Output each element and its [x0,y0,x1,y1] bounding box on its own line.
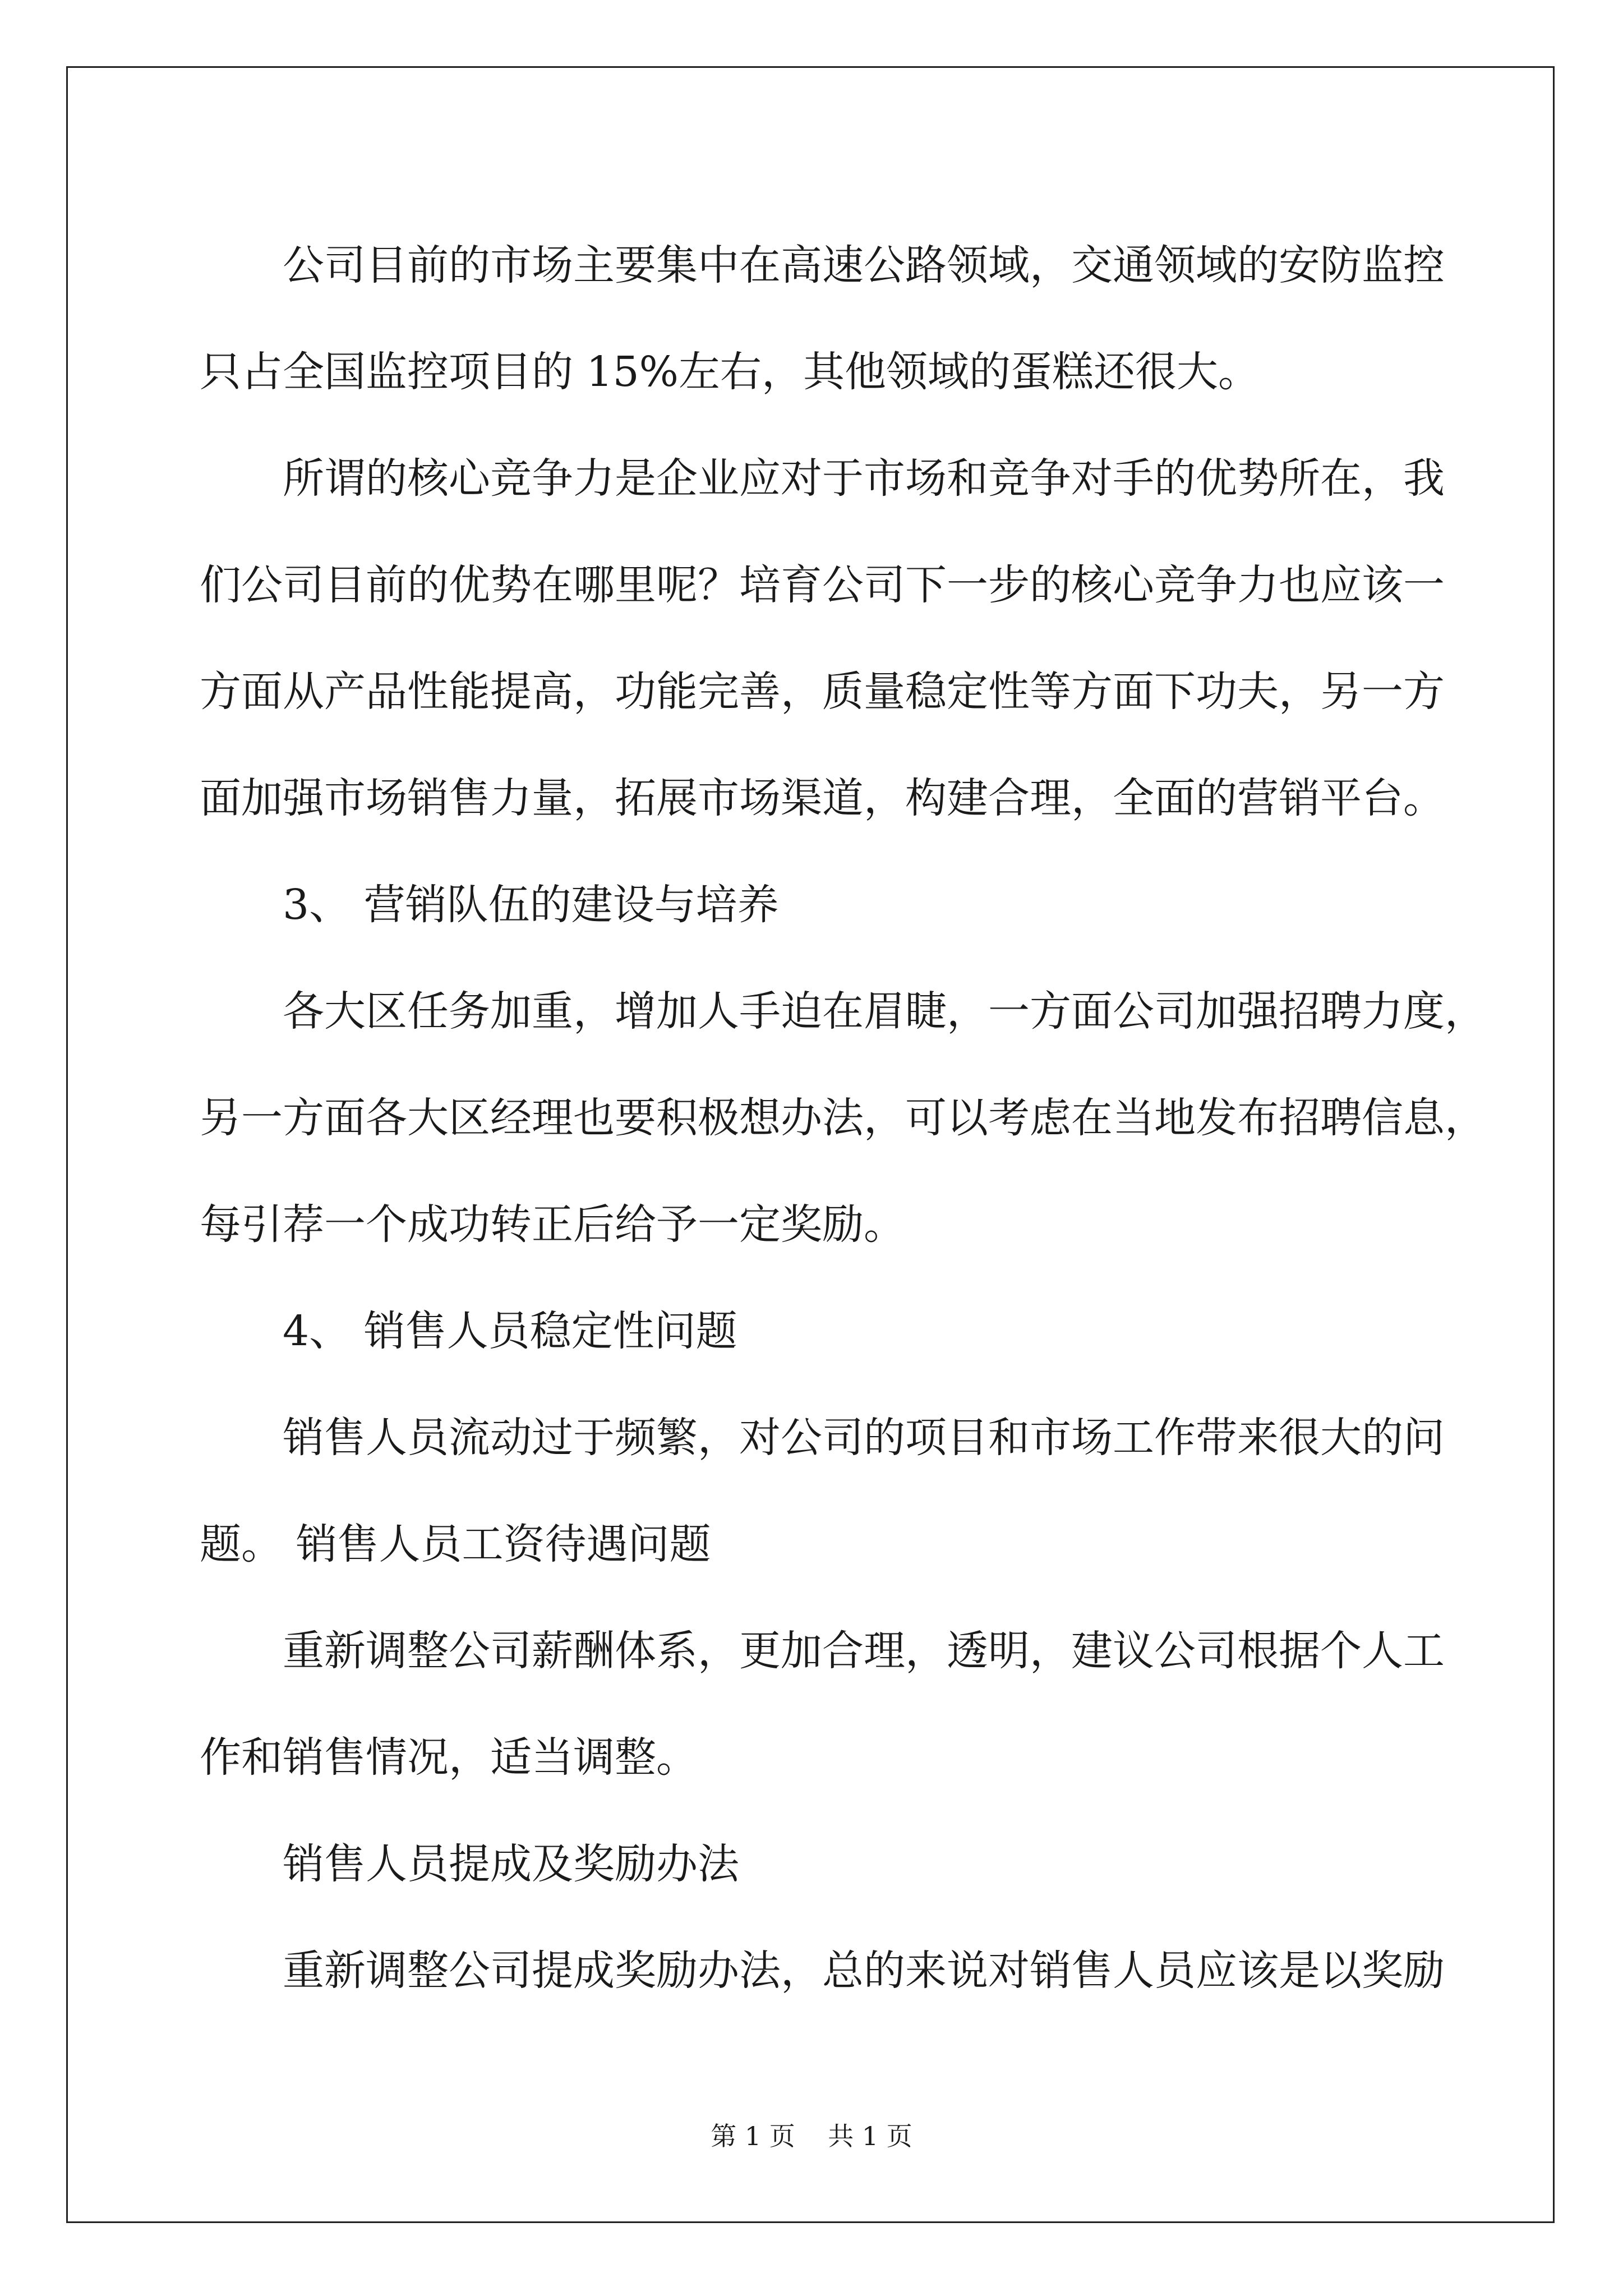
text-line: 题。 销售人员工资待遇问题 [200,1520,711,1568]
text-line: 作和销售情况，适当调整。 [200,1733,698,1782]
text-line: 公司目前的市场主要集中在高速公路领域，交通领域的安防监控 [283,241,1445,289]
text-line: 重新调整公司薪酬体系，更加合理，透明，建议公司根据个人工 [283,1627,1445,1675]
text-line: 面加强市场销售力量，拓展市场渠道，构建合理，全面的营销平台。 [200,774,1445,822]
text-line: 重新调整公司提成奖励办法，总的来说对销售人员应该是以奖励 [283,1947,1445,1995]
document-body [200,212,1486,2024]
text-line: 只占全国监控项目的 15%左右，其他领域的蛋糕还很大。 [200,348,1260,396]
text-line: 每引荐一个成功转正后给予一定奖励。 [200,1200,905,1249]
text-line: 方面从产品性能提高，功能完善，质量稳定性等方面下功夫，另一方 [200,668,1445,716]
text-line: 4、 销售人员稳定性问题 [283,1307,737,1355]
page-footer: 第 1 页 共 1 页 [711,2121,912,2151]
text-line: 所谓的核心竞争力是企业应对于市场和竞争对手的优势所在，我 [283,454,1445,503]
text-line: 3、 营销队伍的建设与培养 [283,881,779,929]
text-line: 销售人员提成及奖励办法 [283,1840,739,1888]
text-line: 另一方面各大区经理也要积极想办法，可以考虑在当地发布招聘信息， [200,1094,1486,1142]
text-line: 各大区任务加重，增加人手迫在眉睫，一方面公司加强招聘力度， [283,987,1486,1036]
text-line: 销售人员流动过于频繁，对公司的项目和市场工作带来很大的问 [283,1414,1445,1462]
text-line: 们公司目前的优势在哪里呢？培育公司下一步的核心竞争力也应该一 [200,561,1445,609]
